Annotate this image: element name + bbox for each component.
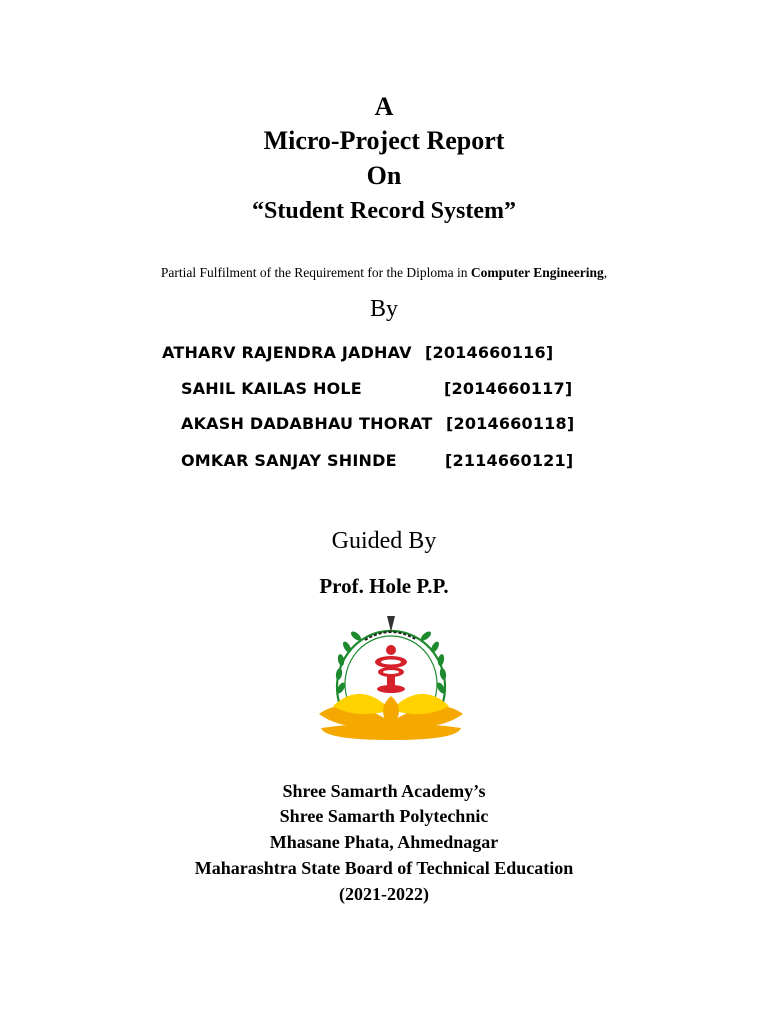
student-name: ATHARV RAJENDRA JADHAV bbox=[162, 343, 412, 362]
branch-name: Computer Engineering bbox=[470, 265, 604, 280]
student-id: [2014660116] bbox=[425, 343, 554, 362]
student-id: [2014660118] bbox=[446, 414, 575, 433]
by-label: By bbox=[369, 296, 398, 322]
student-name: OMKAR SANJAY SHINDE bbox=[181, 451, 397, 470]
msbte-emblem-icon bbox=[317, 610, 465, 742]
project-name: “Student Record System” bbox=[252, 198, 516, 224]
partial-suffix: , bbox=[603, 265, 608, 280]
institution-line-1: Shree Samarth Academy’s bbox=[282, 781, 486, 801]
title-a: A bbox=[374, 92, 394, 121]
student-name: SAHIL KAILAS HOLE bbox=[181, 379, 362, 398]
student-name: AKASH DADABHAU THORAT bbox=[181, 414, 433, 433]
academic-year: (2021-2022) bbox=[339, 884, 429, 904]
student-id: [2014660117] bbox=[444, 379, 573, 398]
partial-prefix: Partial Fulfilment of the Requirement for the Diploma in bbox=[160, 265, 471, 280]
institution-line-2: Shree Samarth Polytechnic bbox=[279, 806, 489, 826]
title-on: On bbox=[366, 161, 402, 190]
partial-fulfilment-line bbox=[0, 265, 768, 281]
institution-line-3: Mhasane Phata, Ahmednagar bbox=[269, 832, 499, 852]
guide-name: Prof. Hole P.P. bbox=[319, 574, 449, 598]
student-id: [2114660121] bbox=[445, 451, 574, 470]
guided-by-label: Guided By bbox=[331, 528, 437, 554]
institution-line-4: Maharashtra State Board of Technical Education bbox=[194, 858, 574, 878]
title-report: Micro-Project Report bbox=[263, 126, 505, 155]
